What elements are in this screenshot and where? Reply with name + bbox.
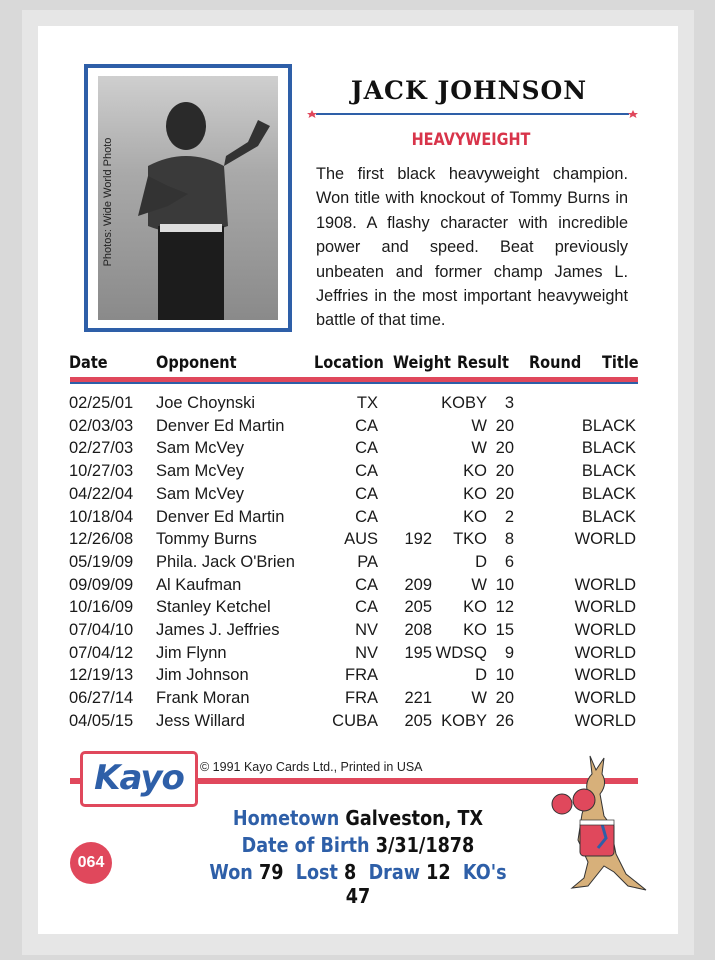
cell-weight: 209: [404, 575, 432, 594]
column-header-round: Round: [529, 353, 582, 372]
weight-division: HEAVYWEIGHT: [411, 130, 531, 150]
cell-location: PA: [357, 552, 378, 571]
cell-round: 26: [495, 711, 514, 730]
cell-result: TKO: [453, 530, 487, 549]
cell-round: 3: [504, 394, 514, 412]
cell-title: WORLD: [574, 530, 636, 549]
table-row: [38, 576, 678, 598]
cell-title: BLACK: [581, 416, 636, 435]
cell-date: 02/03/03: [69, 416, 134, 435]
cell-round: 10: [495, 666, 514, 685]
column-header-date: Date: [69, 353, 108, 372]
cell-date: 02/25/01: [69, 394, 134, 412]
cell-location: FRA: [345, 666, 378, 685]
table-row: [38, 417, 678, 439]
table-row: [38, 485, 678, 507]
cell-weight: 195: [404, 643, 432, 662]
cell-round: 8: [504, 530, 514, 549]
cell-result: D: [475, 552, 487, 571]
table-row: [38, 621, 678, 643]
cell-opponent: Joe Choynski: [156, 394, 256, 412]
cell-date: 06/27/14: [69, 689, 134, 708]
cell-opponent: Tommy Burns: [156, 530, 257, 549]
cell-title: BLACK: [581, 462, 636, 481]
cell-result: KOBY: [441, 711, 487, 730]
boxer-name: JACK JOHNSON: [350, 76, 588, 105]
table-row: [38, 666, 678, 688]
cell-round: 20: [495, 439, 514, 458]
cell-title: BLACK: [581, 439, 636, 458]
hometown-line: [200, 806, 517, 830]
ko-label: KO's: [462, 860, 507, 884]
dob-line: [200, 833, 517, 857]
cell-location: CA: [355, 416, 378, 435]
cell-opponent: Sam McVey: [156, 484, 245, 503]
cell-title: WORLD: [574, 621, 636, 639]
cell-location: CA: [355, 439, 378, 458]
cell-date: 12/26/08: [69, 530, 134, 549]
cell-result: KO: [463, 621, 487, 639]
trading-card: [38, 26, 678, 934]
cell-date: 07/04/10: [69, 621, 134, 639]
cell-round: 20: [495, 484, 514, 503]
column-header-weight: Weight: [393, 353, 451, 372]
cell-date: 07/04/12: [69, 643, 134, 662]
cell-opponent: Jim Flynn: [156, 643, 227, 662]
cell-title: WORLD: [574, 666, 636, 685]
lost-value: 8: [344, 860, 357, 884]
table-row: [38, 508, 678, 530]
cell-opponent: Phila. Jack O'Brien: [156, 552, 295, 571]
cell-round: 15: [495, 621, 514, 639]
cell-weight: 221: [404, 689, 432, 708]
cell-location: CA: [355, 507, 378, 526]
cell-opponent: Jim Johnson: [156, 666, 249, 685]
cell-round: 20: [495, 689, 514, 708]
cell-weight: 192: [404, 530, 432, 549]
cell-location: AUS: [344, 530, 378, 549]
cell-location: CA: [355, 575, 378, 594]
cell-opponent: Jess Willard: [156, 711, 245, 730]
cell-title: WORLD: [574, 689, 636, 708]
column-header-location: Location: [314, 353, 384, 372]
cell-round: 2: [504, 507, 514, 526]
cell-weight: 208: [404, 621, 432, 639]
copyright: © 1991 Kayo Cards Ltd., Printed in USA: [200, 760, 423, 774]
cell-date: 04/22/04: [69, 484, 134, 503]
table-row: [38, 598, 678, 620]
cell-location: NV: [355, 621, 378, 639]
cell-result: KO: [463, 507, 487, 526]
dob-value: 3/31/1878: [375, 833, 475, 857]
cell-title: WORLD: [574, 711, 636, 730]
cell-result: W: [471, 416, 487, 435]
cell-result: KOBY: [441, 394, 487, 412]
table-row: [38, 689, 678, 711]
cell-round: 6: [504, 552, 514, 571]
cell-opponent: Frank Moran: [156, 689, 250, 708]
dob-label: Date of Birth: [241, 833, 370, 857]
won-label: Won: [209, 860, 253, 884]
cell-location: CA: [355, 484, 378, 503]
boxer-photo-frame: [84, 64, 292, 332]
cell-result: W: [471, 689, 487, 708]
table-row: [38, 462, 678, 484]
table-row: [38, 712, 678, 734]
cell-title: WORLD: [574, 598, 636, 617]
card-number-badge: 064: [70, 842, 112, 884]
cell-date: 10/16/09: [69, 598, 134, 617]
boxer-bio: The first black heavyweight champion. Won title with knockout of Tommy Burns in 1908. A flashy character with incredible power and speed. Beat previously unbeaten and former champ James L. Jeffries in the most important heavyweight battle of that time.: [316, 165, 628, 330]
hometown-label: Hometown: [232, 806, 340, 830]
cell-opponent: Sam McVey: [156, 462, 245, 481]
kayo-logo-text: Kayo: [94, 758, 184, 798]
cell-round: 20: [495, 462, 514, 481]
cell-weight: 205: [404, 598, 432, 617]
boxer-photo: [98, 76, 278, 320]
cell-date: 04/05/15: [69, 711, 134, 730]
cell-result: KO: [463, 462, 487, 481]
cell-round: 10: [495, 575, 514, 594]
cell-date: 12/19/13: [69, 666, 134, 685]
photo-credit: Photos: Wide World Photo: [102, 137, 114, 267]
cell-title: WORLD: [574, 575, 636, 594]
column-header-title: Title: [602, 353, 639, 372]
table-row: [38, 439, 678, 461]
cell-weight: 205: [404, 711, 432, 730]
cell-date: 09/09/09: [69, 575, 134, 594]
cell-date: 05/19/09: [69, 552, 134, 571]
cell-title: BLACK: [581, 507, 636, 526]
cell-opponent: Al Kaufman: [156, 575, 242, 594]
cell-location: FRA: [345, 689, 378, 708]
cell-result: KO: [463, 598, 487, 617]
cell-result: KO: [463, 484, 487, 503]
header-divider: [70, 377, 638, 384]
kayo-logo: [80, 751, 198, 807]
cell-round: 12: [495, 598, 514, 617]
cell-result: W: [471, 575, 487, 594]
lost-label: Lost: [295, 860, 338, 884]
cell-round: 20: [495, 416, 514, 435]
cell-location: CA: [355, 462, 378, 481]
cell-location: TX: [356, 394, 378, 412]
draw-label: Draw: [368, 860, 420, 884]
hometown-value: Galveston, TX: [345, 806, 484, 830]
cell-opponent: Denver Ed Martin: [156, 507, 285, 526]
won-value: 79: [258, 860, 284, 884]
cell-result: W: [471, 439, 487, 458]
table-row: [38, 530, 678, 552]
cell-opponent: James J. Jeffries: [156, 621, 280, 639]
table-row: [38, 644, 678, 666]
cell-location: CA: [355, 598, 378, 617]
cell-opponent: Sam McVey: [156, 439, 245, 458]
cell-result: D: [475, 666, 487, 685]
cell-date: 02/27/03: [69, 439, 134, 458]
cell-round: 9: [504, 643, 514, 662]
star-divider: [306, 110, 639, 118]
cell-opponent: Denver Ed Martin: [156, 416, 285, 435]
cell-location: CUBA: [332, 711, 378, 730]
cell-date: 10/18/04: [69, 507, 134, 526]
column-header-result: Result: [457, 353, 509, 372]
cell-location: NV: [355, 643, 378, 662]
ko-value: 47: [345, 884, 371, 908]
table-row: [38, 394, 678, 416]
cell-title: BLACK: [581, 484, 636, 503]
table-row: [38, 553, 678, 575]
cell-result: WDSQ: [435, 643, 487, 662]
record-line: [200, 860, 517, 908]
kangaroo-boxer-icon: [548, 754, 648, 896]
cell-opponent: Stanley Ketchel: [156, 598, 271, 617]
column-header-opponent: Opponent: [156, 353, 237, 372]
draw-value: 12: [426, 860, 451, 884]
cell-title: WORLD: [574, 643, 636, 662]
cell-date: 10/27/03: [69, 462, 134, 481]
